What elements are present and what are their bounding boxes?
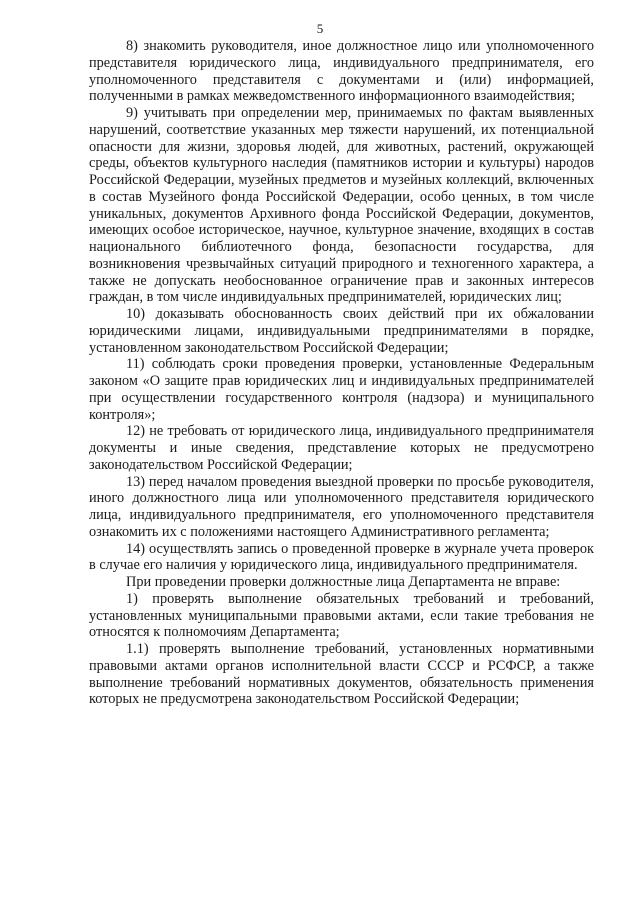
paragraph-item-10: 10) доказывать обоснованность своих действий при их обжаловании юридическими лицами, индивидуальными предпринимателями в порядке, установленном законодательством Российской Федерации;: [89, 306, 594, 356]
document-body: [89, 38, 594, 708]
paragraph-item-9: 9) учитывать при определении мер, принимаемых по фактам выявленных нарушений, соответствие указанных мер тяжести нарушений, их потенциальной опасности для жизни, здоровья людей, для животных, растений, окружающей среды, объектов культурного наследия (памятников истории и культуры) народов Российской Федерации, музейных предметов и музейных коллекций, включенных в состав Музейного фонда Российской Федерации, особо ценных, в том числе уникальных, документов Архивного фонда Российской Федерации, документов, имеющих особое историческое, научное, культурное значение, входящих в состав национального библиотечного фонда, безопасности государства, для возникновения чрезвычайных ситуаций природного и техногенного характера, а также не допускать необоснованное ограничение прав и законных интересов граждан, в том числе индивидуальных предпринимателей, юридических лиц;: [89, 105, 594, 306]
paragraph-item-8: 8) знакомить руководителя, иное должностное лицо или уполномоченного представителя юридического лица, индивидуального предпринимателя, его уполномоченного представителя с документами и (или) информацией, полученными в рамках межведомственного информационного взаимодействия;: [89, 38, 594, 105]
paragraph-item-13: 13) перед началом проведения выездной проверки по просьбе руководителя, иного должностного лица или уполномоченного представителя юридического лица, индивидуального предпринимателя, его уполномоченного представителя ознакомить их с положениями настоящего Административного регламента;: [89, 473, 594, 540]
paragraph-item-11: 11) соблюдать сроки проведения проверки, установленные Федеральным законом «О защите прав юридических лиц и индивидуальных предпринимателей при осуществлении государственного контроля (надзора) и муниципального контроля»;: [89, 356, 594, 423]
prohibitions-intro: При проведении проверки должностные лица Департамента не вправе:: [126, 574, 561, 590]
prohibition-item-1: 1) проверять выполнение обязательных требований и требований, установленных муниципальными правовыми актами, если такие требования не относятся к полномочиям Департамента;: [89, 590, 594, 641]
prohibition-item-1-1: 1.1) проверять выполнение требований, установленных нормативными правовыми актами органов исполнительной власти СССР и РСФСР, а также выполнение требований нормативных документов, обязательность применения которых не предусмотрена законодательством Российской Федерации;: [89, 641, 594, 708]
paragraph-item-14: 14) осуществлять запись о проведенной проверке в журнале учета проверок в случае его наличия у юридического лица, индивидуального предпринимателя.: [89, 540, 594, 574]
page-number: 5: [316, 21, 324, 36]
paragraph-item-12: 12) не требовать от юридического лица, индивидуального предпринимателя документы и иные сведения, представление которых не предусмотрено законодательством Российской Федерации;: [89, 423, 594, 473]
